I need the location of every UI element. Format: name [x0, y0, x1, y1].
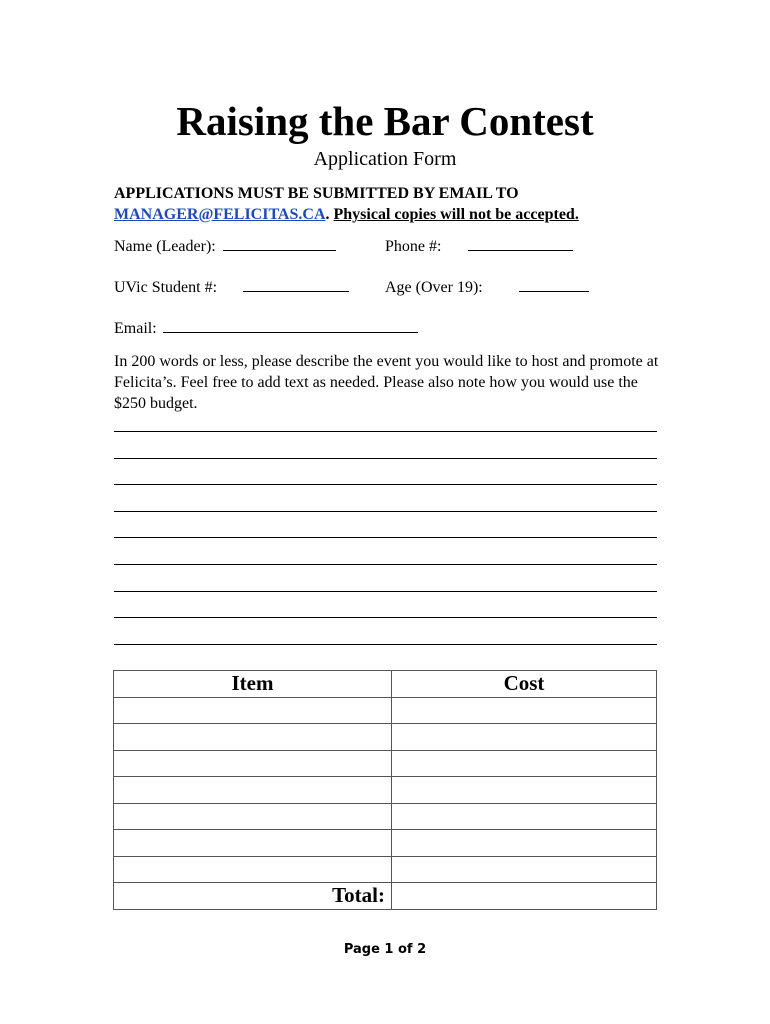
budget-row [114, 803, 657, 830]
phone-label: Phone #: [385, 238, 442, 255]
writing-line[interactable] [114, 511, 657, 512]
cost-cell[interactable] [392, 777, 657, 804]
writing-line[interactable] [114, 591, 657, 592]
item-cell[interactable] [114, 830, 392, 857]
name-leader-field [114, 236, 336, 257]
item-cell[interactable] [114, 724, 392, 751]
cost-cell[interactable] [392, 803, 657, 830]
total-cost-cell[interactable] [392, 883, 657, 910]
age-field [385, 277, 589, 298]
budget-row [114, 856, 657, 883]
budget-row [114, 750, 657, 777]
writing-line[interactable] [114, 644, 657, 645]
age-label: Age (Over 19): [385, 279, 483, 296]
writing-line[interactable] [114, 458, 657, 459]
notice-period: . [325, 206, 330, 223]
writing-line[interactable] [114, 617, 657, 618]
page-number: Page 1 of 2 [343, 942, 427, 957]
student-number-input[interactable] [243, 277, 349, 292]
page-subtitle: Application Form [313, 148, 457, 170]
email-label: Email: [114, 320, 157, 337]
cost-cell[interactable] [392, 697, 657, 724]
total-row [114, 883, 657, 910]
budget-row [114, 697, 657, 724]
item-cell[interactable] [114, 856, 392, 883]
item-column-header: Item [114, 671, 392, 698]
budget-header-row [114, 671, 657, 698]
writing-line[interactable] [114, 431, 657, 432]
notice-line: APPLICATIONS MUST BE SUBMITTED BY EMAIL TO [114, 185, 519, 202]
writing-line[interactable] [114, 537, 657, 538]
total-label: Total: [114, 883, 392, 910]
item-cell[interactable] [114, 750, 392, 777]
cost-cell[interactable] [392, 856, 657, 883]
event-description-prompt: In 200 words or less, please describe the event you would like to host and promote at Felicita’s. Feel free to add text as needed. Please also note how you would use the $250 budget. [114, 353, 659, 412]
page-title: Raising the Bar Contest [176, 98, 594, 144]
writing-line[interactable] [114, 484, 657, 485]
phone-field [385, 236, 573, 257]
submission-notice [114, 183, 674, 225]
cost-cell[interactable] [392, 750, 657, 777]
student-number-label: UVic Student #: [114, 279, 218, 296]
budget-row [114, 777, 657, 804]
phone-input[interactable] [468, 236, 573, 251]
item-cell[interactable] [114, 803, 392, 830]
budget-table [113, 670, 657, 910]
email-field [114, 318, 418, 339]
budget-row [114, 724, 657, 751]
writing-line[interactable] [114, 564, 657, 565]
item-cell[interactable] [114, 697, 392, 724]
item-cell[interactable] [114, 777, 392, 804]
name-leader-label: Name (Leader): [114, 238, 216, 255]
email-input[interactable] [163, 318, 418, 333]
manager-email-link[interactable]: MANAGER@FELICITAS.CA [114, 206, 326, 223]
cost-cell[interactable] [392, 724, 657, 751]
physical-copies-note: Physical copies will not be accepted. [333, 206, 579, 223]
name-leader-input[interactable] [223, 236, 336, 251]
age-input[interactable] [519, 277, 589, 292]
student-number-field [114, 277, 349, 298]
cost-cell[interactable] [392, 830, 657, 857]
cost-column-header: Cost [392, 671, 657, 698]
budget-row [114, 830, 657, 857]
